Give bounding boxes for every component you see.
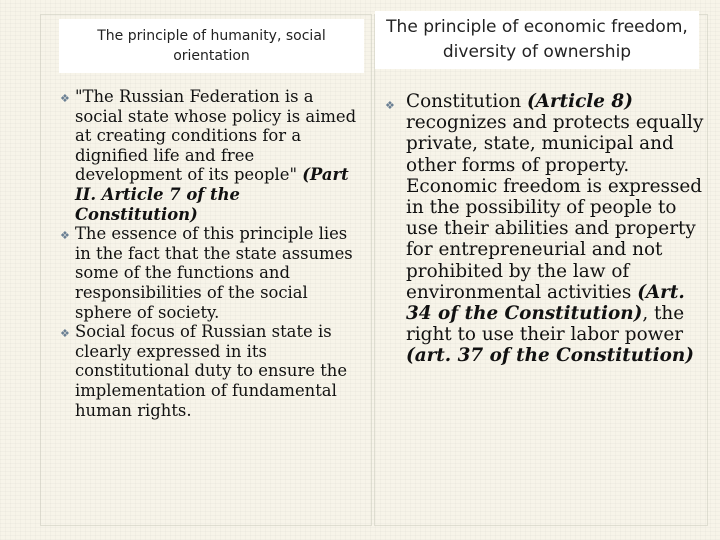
right-column-heading: The principle of economic freedom, diversity of ownership (376, 12, 698, 68)
constitution-reference: (art. 37 of the Constitution) (406, 345, 694, 367)
list-item (60, 224, 365, 322)
left-bullet-list (60, 87, 365, 420)
list-item-text: Social focus of Russian state is clearly expressed in its constitutional duty to ensure the implementation of fundamental human rights. (75, 322, 348, 420)
diamond-bullet-icon: ❖ (60, 92, 70, 105)
list-item-text: The essence of this principle lies in the fact that the state assumes some of the functions and responsibilities of the social sphere of society. (75, 224, 353, 322)
right-bullet-list (383, 91, 705, 367)
list-item (60, 87, 365, 224)
left-column-content (60, 87, 365, 420)
right-column-content (383, 91, 705, 367)
constitution-reference: (Part II. Article 7 of the Constitution) (75, 165, 349, 224)
list-item (60, 322, 365, 420)
constitution-reference: (Article 8) (526, 91, 633, 112)
list-item-text: recognizes and protects equally private, state, municipal and other forms of property. Economic freedom is expressed in the possibility of people to use their abilities and property for entrepreneurial and not prohibited by the law of environmental activities (406, 112, 704, 303)
list-item (383, 91, 705, 367)
list-item-text: , the right to use their labor power (406, 303, 685, 346)
constitution-reference: (Art. 34 of the Constitution) (406, 281, 685, 325)
list-item-text: "The Russian Federation is a social state whose policy is aimed at creating conditions for a dignified life and free development of its people" (75, 87, 357, 185)
list-item-text: Constitution (406, 91, 527, 112)
diamond-bullet-icon: ❖ (60, 327, 70, 341)
diamond-bullet-icon: ❖ (60, 229, 70, 243)
left-column-heading: The principle of humanity, social orientation (60, 20, 363, 72)
diamond-bullet-icon: ❖ (385, 99, 395, 112)
